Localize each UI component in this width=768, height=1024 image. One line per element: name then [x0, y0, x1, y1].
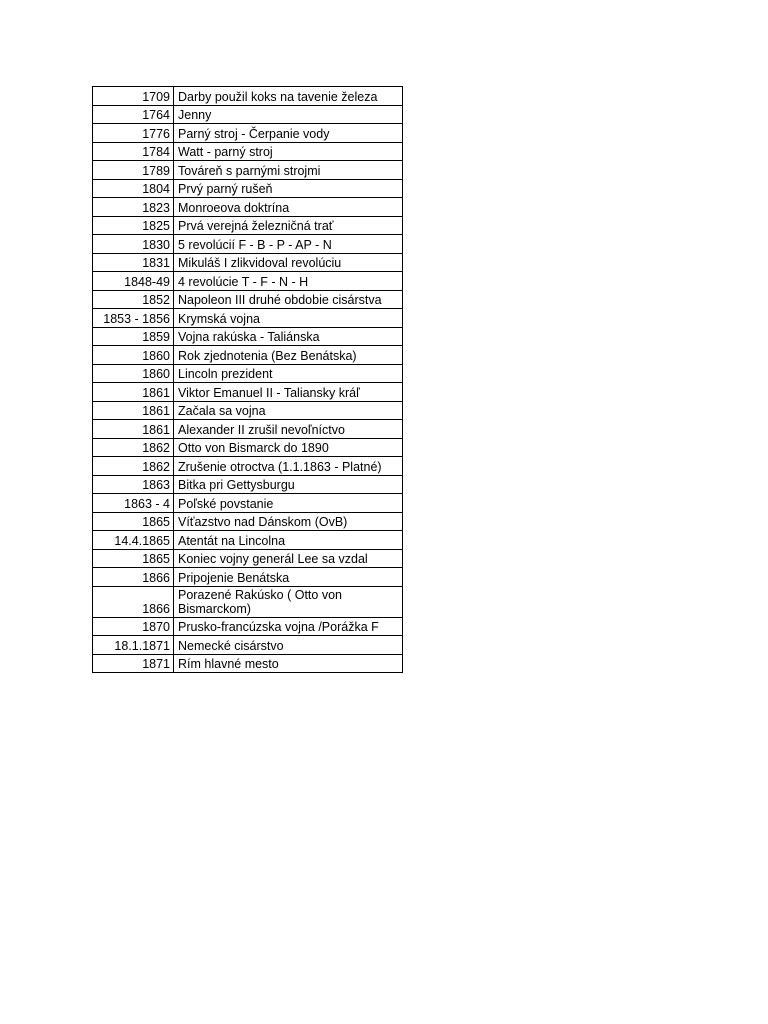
- table-row: [93, 420, 403, 439]
- year-cell[interactable]: 18.1.1871: [93, 636, 174, 655]
- year-cell[interactable]: 1866: [93, 568, 174, 587]
- table-row: [93, 346, 403, 365]
- event-cell[interactable]: Poľské povstanie: [174, 494, 403, 513]
- year-cell[interactable]: 1861: [93, 420, 174, 439]
- table-row: [93, 617, 403, 636]
- table-row: [93, 568, 403, 587]
- year-cell[interactable]: 1870: [93, 617, 174, 636]
- year-cell[interactable]: 1861: [93, 383, 174, 402]
- table-row: [93, 512, 403, 531]
- year-cell[interactable]: 1789: [93, 161, 174, 180]
- event-cell[interactable]: Prvá verejná železničná trať: [174, 216, 403, 235]
- year-cell[interactable]: 1865: [93, 512, 174, 531]
- year-cell[interactable]: 1784: [93, 142, 174, 161]
- event-cell[interactable]: Továreň s parnými strojmi: [174, 161, 403, 180]
- table-row: [93, 475, 403, 494]
- table-row: [93, 198, 403, 217]
- table-row: [93, 253, 403, 272]
- table-row: [93, 327, 403, 346]
- table-row: [93, 290, 403, 309]
- table-row: [93, 383, 403, 402]
- year-cell[interactable]: 1848-49: [93, 272, 174, 291]
- event-cell[interactable]: Nemecké cisárstvo: [174, 636, 403, 655]
- table-row: [93, 142, 403, 161]
- table-row: [93, 531, 403, 550]
- year-cell[interactable]: 1830: [93, 235, 174, 254]
- table-row: [93, 309, 403, 328]
- table-row: [93, 179, 403, 198]
- event-cell[interactable]: Porazené Rakúsko ( Otto von Bismarckom): [174, 586, 403, 617]
- table-row: [93, 636, 403, 655]
- event-cell[interactable]: Rím hlavné mesto: [174, 654, 403, 673]
- event-cell[interactable]: Prusko-francúzska vojna /Porážka F: [174, 617, 403, 636]
- event-cell[interactable]: Otto von Bismarck do 1890: [174, 438, 403, 457]
- year-cell[interactable]: 1862: [93, 438, 174, 457]
- table-row: [93, 272, 403, 291]
- timeline-body: [93, 87, 403, 673]
- table-row: [93, 216, 403, 235]
- table-row: [93, 364, 403, 383]
- table-row: [93, 105, 403, 124]
- year-cell[interactable]: 1853 - 1856: [93, 309, 174, 328]
- year-cell[interactable]: 1709: [93, 87, 174, 106]
- year-cell[interactable]: 1860: [93, 346, 174, 365]
- year-cell[interactable]: 1831: [93, 253, 174, 272]
- table-row: [93, 401, 403, 420]
- year-cell[interactable]: 1866: [93, 586, 174, 617]
- event-cell[interactable]: 4 revolúcie T - F - N - H: [174, 272, 403, 291]
- event-cell[interactable]: Darby použil koks na tavenie železa: [174, 87, 403, 106]
- year-cell[interactable]: 1871: [93, 654, 174, 673]
- year-cell[interactable]: 1863: [93, 475, 174, 494]
- event-cell[interactable]: 5 revolúcií F - B - P - AP - N: [174, 235, 403, 254]
- year-cell[interactable]: 1862: [93, 457, 174, 476]
- event-cell[interactable]: Watt - parný stroj: [174, 142, 403, 161]
- event-cell[interactable]: Začala sa vojna: [174, 401, 403, 420]
- event-cell[interactable]: Zrušenie otroctva (1.1.1863 - Platné): [174, 457, 403, 476]
- table-row: [93, 438, 403, 457]
- event-cell[interactable]: Koniec vojny generál Lee sa vzdal: [174, 549, 403, 568]
- event-cell[interactable]: Pripojenie Benátska: [174, 568, 403, 587]
- timeline-table: [92, 86, 403, 673]
- event-cell[interactable]: Napoleon III druhé obdobie cisárstva: [174, 290, 403, 309]
- table-row: [93, 457, 403, 476]
- table-row: [93, 124, 403, 143]
- event-cell[interactable]: Bitka pri Gettysburgu: [174, 475, 403, 494]
- event-cell[interactable]: Rok zjednotenia (Bez Benátska): [174, 346, 403, 365]
- event-cell[interactable]: Monroeova doktrína: [174, 198, 403, 217]
- year-cell[interactable]: 1860: [93, 364, 174, 383]
- year-cell[interactable]: 1804: [93, 179, 174, 198]
- year-cell[interactable]: 1823: [93, 198, 174, 217]
- table-row: [93, 161, 403, 180]
- event-cell[interactable]: Alexander II zrušil nevoľníctvo: [174, 420, 403, 439]
- year-cell[interactable]: 1859: [93, 327, 174, 346]
- year-cell[interactable]: 14.4.1865: [93, 531, 174, 550]
- table-row: [93, 549, 403, 568]
- event-cell[interactable]: Parný stroj - Čerpanie vody: [174, 124, 403, 143]
- event-cell[interactable]: Víťazstvo nad Dánskom (OvB): [174, 512, 403, 531]
- year-cell[interactable]: 1825: [93, 216, 174, 235]
- event-cell[interactable]: Lincoln prezident: [174, 364, 403, 383]
- year-cell[interactable]: 1863 - 4: [93, 494, 174, 513]
- event-cell[interactable]: Krymská vojna: [174, 309, 403, 328]
- year-cell[interactable]: 1852: [93, 290, 174, 309]
- event-cell[interactable]: Prvý parný rušeň: [174, 179, 403, 198]
- table-row: [93, 654, 403, 673]
- event-cell[interactable]: Mikuláš I zlikvidoval revolúciu: [174, 253, 403, 272]
- event-cell[interactable]: Viktor Emanuel II - Taliansky kráľ: [174, 383, 403, 402]
- table-row: [93, 586, 403, 617]
- event-cell[interactable]: Jenny: [174, 105, 403, 124]
- year-cell[interactable]: 1861: [93, 401, 174, 420]
- table-row: [93, 494, 403, 513]
- table-row: [93, 87, 403, 106]
- year-cell[interactable]: 1865: [93, 549, 174, 568]
- table-row: [93, 235, 403, 254]
- event-cell[interactable]: Atentát na Lincolna: [174, 531, 403, 550]
- event-cell[interactable]: Vojna rakúska - Taliánska: [174, 327, 403, 346]
- year-cell[interactable]: 1764: [93, 105, 174, 124]
- year-cell[interactable]: 1776: [93, 124, 174, 143]
